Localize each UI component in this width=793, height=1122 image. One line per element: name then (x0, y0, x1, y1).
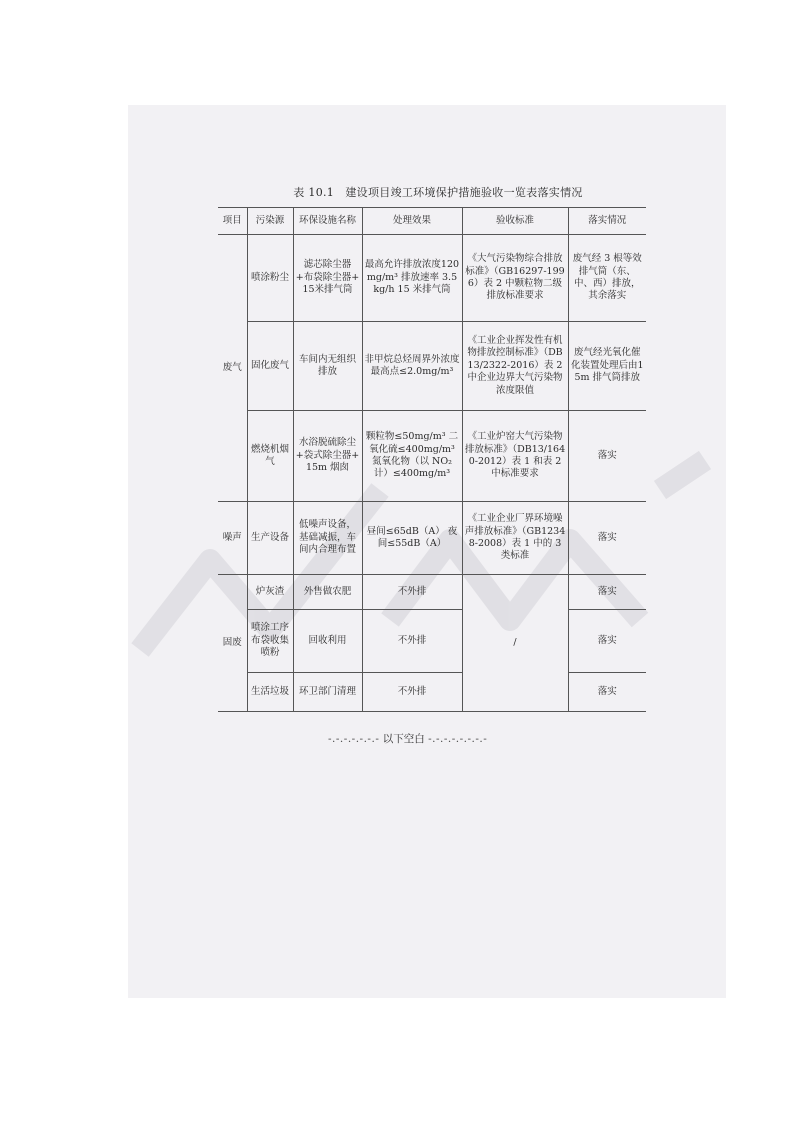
header-status: 落实情况 (568, 208, 646, 235)
header-source: 污染源 (247, 208, 293, 235)
effect-cell: 昼间≤65dB（A） 夜间≤55dB（A） (362, 502, 462, 575)
status-cell: 废气经 3 根等效排气筒（东、中、西）排放，其余落实 (568, 235, 646, 322)
header-project: 项目 (218, 208, 247, 235)
table-row (218, 673, 646, 712)
source-cell: 喷涂工序布袋收集喷粉 (247, 610, 293, 673)
dashed-rule-right: -.-.-.-.-.-.-.- (428, 733, 488, 745)
table-row (218, 235, 646, 322)
effect-cell: 不外排 (362, 610, 462, 673)
source-cell: 燃烧机烟气 (247, 411, 293, 502)
header-facility: 环保设施名称 (293, 208, 362, 235)
source-cell: 生活垃圾 (247, 673, 293, 712)
effect-cell: 非甲烷总烃周界外浓度最高点≤2.0mg/m³ (362, 322, 462, 411)
acceptance-table (218, 207, 646, 712)
table-caption: 表 10.1 建设项目竣工环境保护措施验收一览表落实情况 (293, 186, 583, 199)
header-effect: 处理效果 (362, 208, 462, 235)
status-cell: 落实 (568, 575, 646, 610)
facility-cell: 车间内无组织排放 (293, 322, 362, 411)
source-cell: 炉灰渣 (247, 575, 293, 610)
facility-cell: 低噪声设备，基础减振，车间内合理布置 (293, 502, 362, 575)
facility-cell: 水浴脱硫除尘+袋式除尘器+15m 烟囱 (293, 411, 362, 502)
standard-cell: / (462, 575, 568, 712)
status-cell: 废气经光氧化催化装置处理后由15m 排气筒排放 (568, 322, 646, 411)
standard-cell: 《大气污染物综合排放标准》（GB16297-1996）表 2 中颗粒物二级排放标准要求 (462, 235, 568, 322)
standard-cell: 《工业炉窑大气污染物排放标准》（DB13/1640-2012）表 1 和表 2 中标准要求 (462, 411, 568, 502)
facility-cell: 滤芯除尘器+布袋除尘器+15米排气筒 (293, 235, 362, 322)
source-cell: 生产设备 (247, 502, 293, 575)
table-row (218, 411, 646, 502)
header-standard: 验收标准 (462, 208, 568, 235)
facility-cell: 外售做农肥 (293, 575, 362, 610)
end-of-table-note (328, 731, 487, 746)
standard-cell: 《工业企业厂界环境噪声排放标准》（GB12348-2008）表 1 中的 3 类标准 (462, 502, 568, 575)
category-solid-waste: 固废 (218, 575, 247, 712)
dashed-rule-left: -.-.-.-.-.-.- (328, 733, 380, 745)
status-cell: 落实 (568, 502, 646, 575)
source-cell: 喷涂粉尘 (247, 235, 293, 322)
blank-below-text: 以下空白 (382, 733, 425, 745)
effect-cell: 不外排 (362, 575, 462, 610)
effect-cell: 颗粒物≤50mg/m³ 二氧化硫≤400mg/m³ 氮氧化物（以 NO₂ 计）≤400mg/m³ (362, 411, 462, 502)
standard-cell: 《工业企业挥发性有机物排放控制标准》（DB13/2322-2016）表 2 中企业边界大气污染物浓度限值 (462, 322, 568, 411)
status-cell: 落实 (568, 610, 646, 673)
effect-cell: 最高允许排放浓度120mg/m³ 排放速率 3.5kg/h 15 米排气筒 (362, 235, 462, 322)
source-cell: 固化废气 (247, 322, 293, 411)
facility-cell: 环卫部门清理 (293, 673, 362, 712)
category-noise: 噪声 (218, 502, 247, 575)
facility-cell: 回收利用 (293, 610, 362, 673)
status-cell: 落实 (568, 411, 646, 502)
category-waste-gas: 废气 (218, 235, 247, 502)
table-row (218, 610, 646, 673)
table-row (218, 575, 646, 610)
table-row (218, 502, 646, 575)
effect-cell: 不外排 (362, 673, 462, 712)
table-row (218, 322, 646, 411)
status-cell: 落实 (568, 673, 646, 712)
table-header-row (218, 208, 646, 235)
